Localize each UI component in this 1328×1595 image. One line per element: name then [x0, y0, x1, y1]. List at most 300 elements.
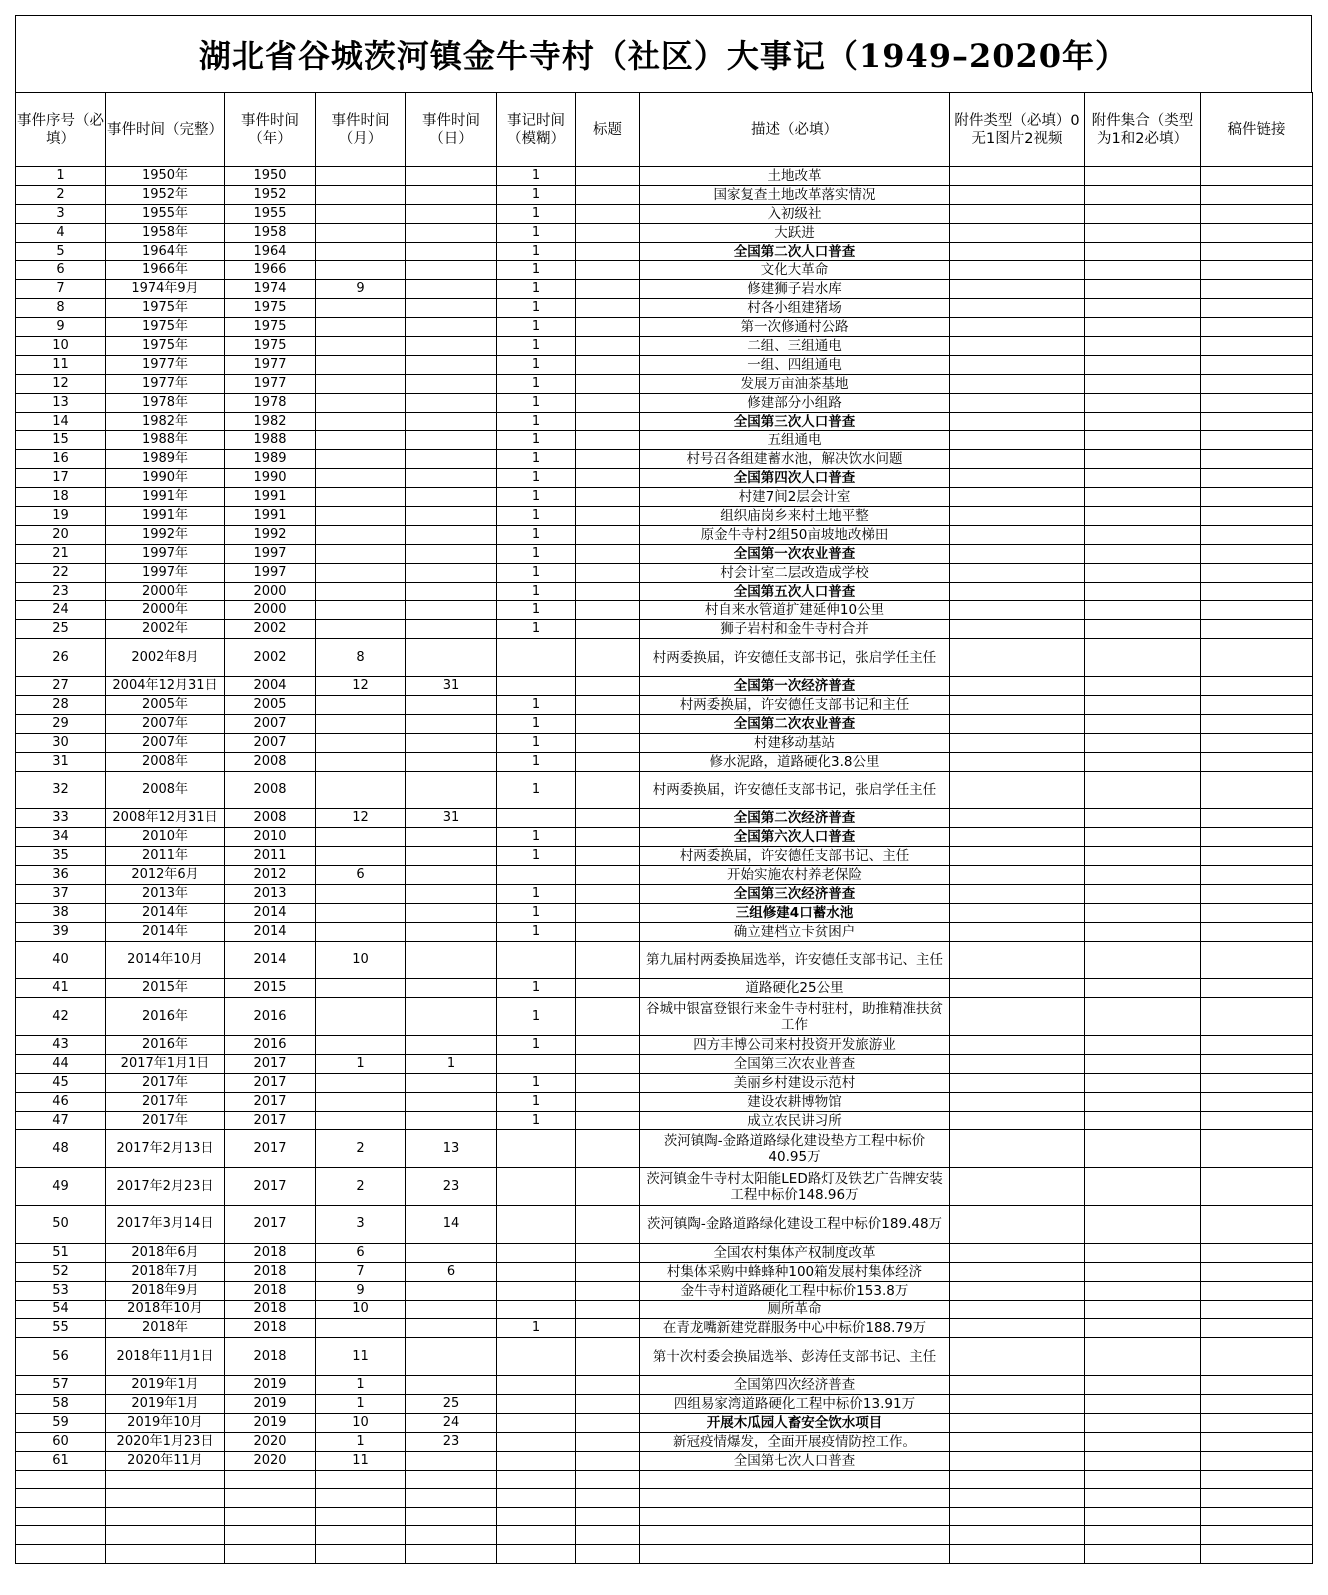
cell-seq[interactable]: 38: [16, 903, 106, 922]
empty-cell[interactable]: [576, 1507, 640, 1526]
cell-link[interactable]: [1201, 1300, 1313, 1319]
cell-full-date[interactable]: 2011年: [106, 847, 225, 866]
cell-attachment-type[interactable]: [950, 922, 1085, 941]
cell-title[interactable]: [576, 1395, 640, 1414]
empty-cell[interactable]: [406, 1526, 497, 1545]
cell-link[interactable]: [1201, 941, 1313, 979]
cell-day[interactable]: [406, 337, 497, 356]
cell-title[interactable]: [576, 752, 640, 771]
cell-full-date[interactable]: 1975年: [106, 318, 225, 337]
cell-attachment-type[interactable]: [950, 1073, 1085, 1092]
cell-link[interactable]: [1201, 884, 1313, 903]
cell-description[interactable]: 开展木瓜园人畜安全饮水项目: [640, 1413, 950, 1432]
empty-cell[interactable]: [1085, 1470, 1201, 1489]
cell-fuzzy[interactable]: 1: [497, 1036, 576, 1055]
cell-fuzzy[interactable]: 1: [497, 903, 576, 922]
cell-seq[interactable]: 30: [16, 733, 106, 752]
cell-attachment-set[interactable]: [1085, 733, 1201, 752]
cell-seq[interactable]: 37: [16, 884, 106, 903]
cell-description[interactable]: 村两委换届，许安德任支部书记和主任: [640, 695, 950, 714]
cell-seq[interactable]: 18: [16, 488, 106, 507]
cell-full-date[interactable]: 2019年1月: [106, 1395, 225, 1414]
cell-year[interactable]: 2007: [225, 733, 316, 752]
cell-day[interactable]: [406, 393, 497, 412]
cell-link[interactable]: [1201, 828, 1313, 847]
cell-attachment-type[interactable]: [950, 903, 1085, 922]
cell-fuzzy[interactable]: 1: [497, 185, 576, 204]
cell-attachment-type[interactable]: [950, 1395, 1085, 1414]
cell-link[interactable]: [1201, 979, 1313, 998]
cell-title[interactable]: [576, 525, 640, 544]
cell-attachment-type[interactable]: [950, 979, 1085, 998]
cell-month[interactable]: [316, 903, 406, 922]
cell-attachment-type[interactable]: [950, 1054, 1085, 1073]
cell-seq[interactable]: 2: [16, 185, 106, 204]
empty-cell[interactable]: [640, 1526, 950, 1545]
cell-day[interactable]: 31: [406, 809, 497, 828]
cell-day[interactable]: [406, 601, 497, 620]
cell-fuzzy[interactable]: [497, 1168, 576, 1206]
cell-month[interactable]: 12: [316, 677, 406, 696]
cell-full-date[interactable]: 2002年8月: [106, 639, 225, 677]
cell-description[interactable]: 全国第一次农业普查: [640, 544, 950, 563]
cell-month[interactable]: [316, 979, 406, 998]
cell-title[interactable]: [576, 1243, 640, 1262]
cell-full-date[interactable]: 2008年12月31日: [106, 809, 225, 828]
cell-attachment-type[interactable]: [950, 204, 1085, 223]
cell-description[interactable]: 全国第二次农业普查: [640, 714, 950, 733]
cell-attachment-type[interactable]: [950, 1130, 1085, 1168]
empty-cell[interactable]: [640, 1489, 950, 1508]
cell-year[interactable]: 2007: [225, 714, 316, 733]
cell-attachment-type[interactable]: [950, 884, 1085, 903]
cell-link[interactable]: [1201, 337, 1313, 356]
cell-month[interactable]: 1: [316, 1376, 406, 1395]
cell-description[interactable]: 全国第三次人口普查: [640, 412, 950, 431]
cell-description[interactable]: 村自来水管道扩建延伸10公里: [640, 601, 950, 620]
cell-full-date[interactable]: 2020年1月23日: [106, 1432, 225, 1451]
cell-month[interactable]: 1: [316, 1054, 406, 1073]
cell-day[interactable]: [406, 903, 497, 922]
cell-title[interactable]: [576, 1206, 640, 1244]
cell-link[interactable]: [1201, 355, 1313, 374]
cell-fuzzy[interactable]: 1: [497, 223, 576, 242]
cell-year[interactable]: 1991: [225, 488, 316, 507]
cell-day[interactable]: 13: [406, 1130, 497, 1168]
cell-title[interactable]: [576, 1168, 640, 1206]
cell-title[interactable]: [576, 469, 640, 488]
cell-title[interactable]: [576, 695, 640, 714]
cell-seq[interactable]: 3: [16, 204, 106, 223]
empty-cell[interactable]: [497, 1489, 576, 1508]
cell-link[interactable]: [1201, 809, 1313, 828]
cell-attachment-set[interactable]: [1085, 903, 1201, 922]
cell-full-date[interactable]: 2017年2月13日: [106, 1130, 225, 1168]
cell-year[interactable]: 2008: [225, 771, 316, 809]
cell-seq[interactable]: 42: [16, 998, 106, 1036]
cell-description[interactable]: 全国第七次人口普查: [640, 1451, 950, 1470]
cell-attachment-set[interactable]: [1085, 318, 1201, 337]
cell-title[interactable]: [576, 242, 640, 261]
cell-day[interactable]: 24: [406, 1413, 497, 1432]
cell-attachment-type[interactable]: [950, 1206, 1085, 1244]
cell-attachment-set[interactable]: [1085, 828, 1201, 847]
cell-year[interactable]: 1958: [225, 223, 316, 242]
cell-year[interactable]: 2017: [225, 1206, 316, 1244]
cell-day[interactable]: [406, 242, 497, 261]
cell-fuzzy[interactable]: 1: [497, 714, 576, 733]
cell-attachment-set[interactable]: [1085, 1432, 1201, 1451]
cell-description[interactable]: 第九届村两委换届选举，许安德任支部书记、主任: [640, 941, 950, 979]
cell-full-date[interactable]: 1966年: [106, 261, 225, 280]
cell-fuzzy[interactable]: 1: [497, 412, 576, 431]
cell-seq[interactable]: 48: [16, 1130, 106, 1168]
cell-seq[interactable]: 46: [16, 1092, 106, 1111]
cell-fuzzy[interactable]: 1: [497, 1092, 576, 1111]
cell-year[interactable]: 2000: [225, 601, 316, 620]
cell-day[interactable]: [406, 714, 497, 733]
cell-attachment-type[interactable]: [950, 1338, 1085, 1376]
cell-attachment-set[interactable]: [1085, 771, 1201, 809]
cell-description[interactable]: 三组修建4口蓄水池: [640, 903, 950, 922]
cell-link[interactable]: [1201, 544, 1313, 563]
cell-title[interactable]: [576, 261, 640, 280]
cell-attachment-type[interactable]: [950, 601, 1085, 620]
cell-full-date[interactable]: 1982年: [106, 412, 225, 431]
cell-year[interactable]: 2019: [225, 1395, 316, 1414]
cell-attachment-type[interactable]: [950, 847, 1085, 866]
cell-month[interactable]: 2: [316, 1130, 406, 1168]
cell-day[interactable]: [406, 1338, 497, 1376]
empty-cell[interactable]: [640, 1507, 950, 1526]
cell-attachment-set[interactable]: [1085, 507, 1201, 526]
cell-full-date[interactable]: 1997年: [106, 563, 225, 582]
cell-fuzzy[interactable]: [497, 1376, 576, 1395]
cell-fuzzy[interactable]: 1: [497, 280, 576, 299]
cell-seq[interactable]: 8: [16, 299, 106, 318]
cell-fuzzy[interactable]: 1: [497, 884, 576, 903]
cell-fuzzy[interactable]: 1: [497, 431, 576, 450]
cell-attachment-type[interactable]: [950, 299, 1085, 318]
cell-title[interactable]: [576, 922, 640, 941]
cell-day[interactable]: [406, 639, 497, 677]
cell-day[interactable]: [406, 525, 497, 544]
cell-month[interactable]: [316, 1073, 406, 1092]
cell-title[interactable]: [576, 1451, 640, 1470]
cell-fuzzy[interactable]: 1: [497, 1111, 576, 1130]
cell-seq[interactable]: 34: [16, 828, 106, 847]
cell-fuzzy[interactable]: 1: [497, 167, 576, 186]
cell-fuzzy[interactable]: [497, 1338, 576, 1376]
cell-day[interactable]: [406, 582, 497, 601]
cell-fuzzy[interactable]: 1: [497, 488, 576, 507]
cell-month[interactable]: 12: [316, 809, 406, 828]
cell-year[interactable]: 2017: [225, 1054, 316, 1073]
cell-title[interactable]: [576, 677, 640, 696]
cell-link[interactable]: [1201, 1376, 1313, 1395]
cell-day[interactable]: [406, 450, 497, 469]
cell-year[interactable]: 2000: [225, 582, 316, 601]
cell-year[interactable]: 2018: [225, 1338, 316, 1376]
cell-attachment-type[interactable]: [950, 1451, 1085, 1470]
cell-description[interactable]: 第一次修通村公路: [640, 318, 950, 337]
empty-cell[interactable]: [406, 1489, 497, 1508]
cell-day[interactable]: [406, 752, 497, 771]
cell-description[interactable]: 发展万亩油茶基地: [640, 374, 950, 393]
cell-year[interactable]: 2019: [225, 1376, 316, 1395]
empty-cell[interactable]: [225, 1470, 316, 1489]
cell-attachment-set[interactable]: [1085, 979, 1201, 998]
cell-seq[interactable]: 14: [16, 412, 106, 431]
cell-title[interactable]: [576, 1073, 640, 1092]
cell-title[interactable]: [576, 941, 640, 979]
cell-attachment-set[interactable]: [1085, 1168, 1201, 1206]
empty-cell[interactable]: [225, 1544, 316, 1563]
cell-month[interactable]: [316, 337, 406, 356]
cell-day[interactable]: [406, 223, 497, 242]
cell-description[interactable]: 原金牛寺村2组50亩坡地改梯田: [640, 525, 950, 544]
cell-title[interactable]: [576, 544, 640, 563]
cell-year[interactable]: 2016: [225, 1036, 316, 1055]
cell-day[interactable]: [406, 1319, 497, 1338]
cell-description[interactable]: 村号召各组建蓄水池，解决饮水问题: [640, 450, 950, 469]
empty-cell[interactable]: [950, 1544, 1085, 1563]
cell-full-date[interactable]: 1992年: [106, 525, 225, 544]
cell-attachment-set[interactable]: [1085, 563, 1201, 582]
cell-month[interactable]: 8: [316, 639, 406, 677]
cell-fuzzy[interactable]: [497, 677, 576, 696]
cell-day[interactable]: [406, 1376, 497, 1395]
cell-attachment-set[interactable]: [1085, 809, 1201, 828]
cell-attachment-type[interactable]: [950, 1281, 1085, 1300]
cell-title[interactable]: [576, 828, 640, 847]
cell-link[interactable]: [1201, 1168, 1313, 1206]
cell-attachment-type[interactable]: [950, 261, 1085, 280]
cell-full-date[interactable]: 1950年: [106, 167, 225, 186]
cell-year[interactable]: 2017: [225, 1130, 316, 1168]
cell-attachment-type[interactable]: [950, 318, 1085, 337]
empty-cell[interactable]: [950, 1507, 1085, 1526]
cell-link[interactable]: [1201, 733, 1313, 752]
cell-month[interactable]: [316, 223, 406, 242]
cell-full-date[interactable]: 2000年: [106, 582, 225, 601]
cell-year[interactable]: 1975: [225, 318, 316, 337]
cell-title[interactable]: [576, 714, 640, 733]
empty-cell[interactable]: [106, 1526, 225, 1545]
cell-attachment-type[interactable]: [950, 223, 1085, 242]
cell-link[interactable]: [1201, 223, 1313, 242]
cell-link[interactable]: [1201, 412, 1313, 431]
cell-month[interactable]: [316, 771, 406, 809]
cell-attachment-type[interactable]: [950, 752, 1085, 771]
cell-year[interactable]: 1977: [225, 355, 316, 374]
cell-seq[interactable]: 23: [16, 582, 106, 601]
cell-link[interactable]: [1201, 1262, 1313, 1281]
cell-year[interactable]: 2002: [225, 620, 316, 639]
cell-seq[interactable]: 5: [16, 242, 106, 261]
cell-attachment-set[interactable]: [1085, 695, 1201, 714]
cell-attachment-type[interactable]: [950, 355, 1085, 374]
cell-description[interactable]: 村建7间2层会计室: [640, 488, 950, 507]
empty-cell[interactable]: [16, 1526, 106, 1545]
cell-fuzzy[interactable]: 1: [497, 771, 576, 809]
empty-cell[interactable]: [406, 1507, 497, 1526]
cell-title[interactable]: [576, 1036, 640, 1055]
cell-full-date[interactable]: 2012年6月: [106, 865, 225, 884]
cell-attachment-set[interactable]: [1085, 601, 1201, 620]
cell-seq[interactable]: 58: [16, 1395, 106, 1414]
cell-day[interactable]: [406, 1111, 497, 1130]
cell-title[interactable]: [576, 488, 640, 507]
cell-year[interactable]: 2017: [225, 1092, 316, 1111]
cell-attachment-set[interactable]: [1085, 204, 1201, 223]
empty-cell[interactable]: [576, 1544, 640, 1563]
cell-attachment-type[interactable]: [950, 337, 1085, 356]
cell-attachment-set[interactable]: [1085, 393, 1201, 412]
cell-fuzzy[interactable]: 1: [497, 998, 576, 1036]
cell-title[interactable]: [576, 809, 640, 828]
cell-month[interactable]: [316, 261, 406, 280]
cell-day[interactable]: [406, 979, 497, 998]
cell-month[interactable]: [316, 1319, 406, 1338]
cell-attachment-set[interactable]: [1085, 1111, 1201, 1130]
cell-description[interactable]: 文化大革命: [640, 261, 950, 280]
cell-full-date[interactable]: 2013年: [106, 884, 225, 903]
cell-link[interactable]: [1201, 1243, 1313, 1262]
cell-description[interactable]: 村各小组建猪场: [640, 299, 950, 318]
cell-day[interactable]: [406, 1092, 497, 1111]
empty-cell[interactable]: [1085, 1489, 1201, 1508]
cell-full-date[interactable]: 2018年7月: [106, 1262, 225, 1281]
cell-month[interactable]: [316, 393, 406, 412]
cell-seq[interactable]: 44: [16, 1054, 106, 1073]
cell-full-date[interactable]: 1975年: [106, 337, 225, 356]
empty-cell[interactable]: [576, 1470, 640, 1489]
cell-description[interactable]: 村两委换届，许安德任支部书记、主任: [640, 847, 950, 866]
cell-attachment-type[interactable]: [950, 941, 1085, 979]
cell-seq[interactable]: 28: [16, 695, 106, 714]
cell-month[interactable]: [316, 374, 406, 393]
cell-day[interactable]: [406, 261, 497, 280]
cell-attachment-type[interactable]: [950, 1036, 1085, 1055]
cell-month[interactable]: 6: [316, 865, 406, 884]
cell-fuzzy[interactable]: [497, 1206, 576, 1244]
cell-month[interactable]: [316, 884, 406, 903]
cell-title[interactable]: [576, 1092, 640, 1111]
cell-link[interactable]: [1201, 1413, 1313, 1432]
cell-month[interactable]: 6: [316, 1243, 406, 1262]
cell-full-date[interactable]: 1991年: [106, 507, 225, 526]
cell-day[interactable]: [406, 733, 497, 752]
cell-full-date[interactable]: 2018年11月1日: [106, 1338, 225, 1376]
cell-title[interactable]: [576, 1262, 640, 1281]
cell-title[interactable]: [576, 299, 640, 318]
cell-seq[interactable]: 7: [16, 280, 106, 299]
cell-fuzzy[interactable]: 1: [497, 563, 576, 582]
cell-fuzzy[interactable]: 1: [497, 374, 576, 393]
cell-link[interactable]: [1201, 714, 1313, 733]
cell-month[interactable]: [316, 167, 406, 186]
cell-fuzzy[interactable]: 1: [497, 979, 576, 998]
cell-year[interactable]: 2018: [225, 1243, 316, 1262]
cell-seq[interactable]: 33: [16, 809, 106, 828]
cell-description[interactable]: 狮子岩村和金牛寺村合并: [640, 620, 950, 639]
cell-fuzzy[interactable]: 1: [497, 393, 576, 412]
empty-cell[interactable]: [316, 1507, 406, 1526]
cell-year[interactable]: 1989: [225, 450, 316, 469]
cell-attachment-set[interactable]: [1085, 1054, 1201, 1073]
cell-year[interactable]: 2008: [225, 809, 316, 828]
empty-cell[interactable]: [106, 1470, 225, 1489]
cell-seq[interactable]: 41: [16, 979, 106, 998]
cell-seq[interactable]: 39: [16, 922, 106, 941]
cell-full-date[interactable]: 2017年1月1日: [106, 1054, 225, 1073]
cell-month[interactable]: [316, 582, 406, 601]
cell-attachment-set[interactable]: [1085, 280, 1201, 299]
cell-attachment-set[interactable]: [1085, 865, 1201, 884]
cell-full-date[interactable]: 2005年: [106, 695, 225, 714]
cell-day[interactable]: [406, 1073, 497, 1092]
cell-year[interactable]: 1955: [225, 204, 316, 223]
cell-month[interactable]: [316, 525, 406, 544]
cell-title[interactable]: [576, 865, 640, 884]
empty-cell[interactable]: [316, 1526, 406, 1545]
cell-fuzzy[interactable]: 1: [497, 525, 576, 544]
cell-description[interactable]: 四方丰博公司来村投资开发旅游业: [640, 1036, 950, 1055]
cell-fuzzy[interactable]: 1: [497, 318, 576, 337]
empty-cell[interactable]: [106, 1507, 225, 1526]
cell-attachment-set[interactable]: [1085, 1036, 1201, 1055]
cell-day[interactable]: 6: [406, 1262, 497, 1281]
cell-link[interactable]: [1201, 469, 1313, 488]
cell-attachment-type[interactable]: [950, 393, 1085, 412]
cell-month[interactable]: [316, 922, 406, 941]
cell-attachment-set[interactable]: [1085, 1300, 1201, 1319]
cell-attachment-set[interactable]: [1085, 488, 1201, 507]
cell-fuzzy[interactable]: [497, 941, 576, 979]
empty-cell[interactable]: [225, 1526, 316, 1545]
cell-description[interactable]: 全国第四次经济普查: [640, 1376, 950, 1395]
cell-seq[interactable]: 45: [16, 1073, 106, 1092]
cell-full-date[interactable]: 1977年: [106, 355, 225, 374]
cell-attachment-type[interactable]: [950, 582, 1085, 601]
cell-month[interactable]: 1: [316, 1432, 406, 1451]
cell-attachment-type[interactable]: [950, 450, 1085, 469]
cell-fuzzy[interactable]: 1: [497, 922, 576, 941]
cell-title[interactable]: [576, 507, 640, 526]
cell-full-date[interactable]: 2014年: [106, 922, 225, 941]
cell-link[interactable]: [1201, 299, 1313, 318]
cell-month[interactable]: [316, 242, 406, 261]
cell-full-date[interactable]: 1952年: [106, 185, 225, 204]
cell-link[interactable]: [1201, 488, 1313, 507]
cell-year[interactable]: 2010: [225, 828, 316, 847]
cell-full-date[interactable]: 1988年: [106, 431, 225, 450]
cell-day[interactable]: 25: [406, 1395, 497, 1414]
cell-day[interactable]: [406, 1036, 497, 1055]
cell-description[interactable]: 五组通电: [640, 431, 950, 450]
cell-year[interactable]: 1978: [225, 393, 316, 412]
cell-attachment-set[interactable]: [1085, 582, 1201, 601]
cell-description[interactable]: 村会计室二层改造成学校: [640, 563, 950, 582]
cell-year[interactable]: 2020: [225, 1432, 316, 1451]
cell-attachment-type[interactable]: [950, 185, 1085, 204]
cell-seq[interactable]: 10: [16, 337, 106, 356]
cell-description[interactable]: 四组易家湾道路硬化工程中标价13.91万: [640, 1395, 950, 1414]
cell-description[interactable]: 修建部分小组路: [640, 393, 950, 412]
cell-year[interactable]: 1990: [225, 469, 316, 488]
cell-link[interactable]: [1201, 431, 1313, 450]
